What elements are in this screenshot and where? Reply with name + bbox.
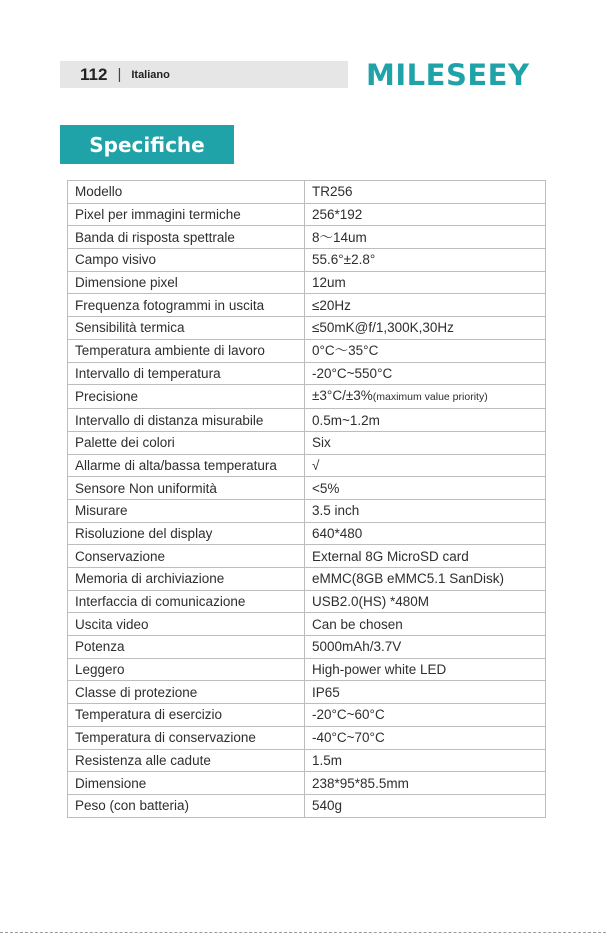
table-row — [68, 454, 546, 477]
spec-label: Risoluzione del display — [68, 522, 305, 545]
table-row — [68, 704, 546, 727]
spec-value-cell — [305, 772, 546, 795]
spec-value-cell — [305, 522, 546, 545]
spec-value-cell — [305, 409, 546, 432]
spec-label: Temperatura ambiente di lavoro — [68, 339, 305, 362]
spec-label: Conservazione — [68, 545, 305, 568]
spec-value-cell — [305, 249, 546, 272]
specs-table — [67, 180, 546, 818]
spec-value-cell — [305, 431, 546, 454]
spec-label: Potenza — [68, 636, 305, 659]
spec-label: Palette dei colori — [68, 431, 305, 454]
table-row — [68, 362, 546, 385]
spec-value: Six — [312, 435, 331, 451]
spec-value: IP65 — [312, 684, 340, 700]
spec-value: 0°C～35°C — [312, 343, 379, 359]
table-row — [68, 409, 546, 432]
spec-label: Interfaccia di comunicazione — [68, 590, 305, 613]
section-title: Specifiche — [60, 125, 234, 164]
spec-value: 256*192 — [312, 207, 363, 223]
table-row — [68, 794, 546, 817]
table-row — [68, 749, 546, 772]
spec-value: √ — [312, 457, 320, 473]
spec-label: Dimensione — [68, 772, 305, 795]
spec-value: 5000mAh/3.7V — [312, 639, 402, 655]
spec-label: Allarme di alta/bassa temperatura — [68, 454, 305, 477]
spec-value: 238*95*85.5mm — [312, 775, 409, 791]
page-header-bar — [60, 61, 348, 88]
table-row — [68, 681, 546, 704]
table-row — [68, 772, 546, 795]
spec-label: Uscita video — [68, 613, 305, 636]
table-row — [68, 545, 546, 568]
spec-value-cell — [305, 590, 546, 613]
spec-value-cell — [305, 181, 546, 204]
spec-label: Modello — [68, 181, 305, 204]
spec-value: ±3°C/±3% — [312, 388, 373, 404]
spec-value-cell — [305, 749, 546, 772]
spec-label: Pixel per immagini termiche — [68, 203, 305, 226]
spec-value-cell — [305, 499, 546, 522]
spec-label: Intervallo di temperatura — [68, 362, 305, 385]
spec-value: External 8G MicroSD card — [312, 548, 469, 564]
spec-label: Sensibilità termica — [68, 317, 305, 340]
table-row — [68, 226, 546, 249]
spec-value: 55.6°±2.8° — [312, 252, 376, 268]
spec-label: Peso (con batteria) — [68, 794, 305, 817]
spec-value: 3.5 inch — [312, 503, 360, 519]
spec-value: ≤20Hz — [312, 297, 351, 313]
spec-value-cell — [305, 613, 546, 636]
spec-value-cell — [305, 226, 546, 249]
spec-value: -20°C~550°C — [312, 365, 393, 381]
spec-label: Intervallo di distanza misurabile — [68, 409, 305, 432]
spec-label: Leggero — [68, 658, 305, 681]
table-row — [68, 613, 546, 636]
table-row — [68, 431, 546, 454]
table-row — [68, 339, 546, 362]
spec-label: Frequenza fotogrammi in uscita — [68, 294, 305, 317]
table-row — [68, 726, 546, 749]
brand-logo: MILESEEY — [366, 58, 530, 92]
table-row — [68, 568, 546, 591]
spec-value: 12um — [312, 275, 346, 291]
table-row — [68, 477, 546, 500]
table-row — [68, 181, 546, 204]
page-bottom-divider — [0, 932, 606, 933]
spec-value-cell — [305, 658, 546, 681]
spec-value-cell — [305, 794, 546, 817]
spec-value-cell — [305, 681, 546, 704]
table-row — [68, 294, 546, 317]
spec-value: 8～14um — [312, 229, 367, 245]
spec-value: 0.5m~1.2m — [312, 412, 380, 428]
spec-label: Sensore Non uniformità — [68, 477, 305, 500]
spec-value-cell — [305, 362, 546, 385]
spec-label: Banda di risposta spettrale — [68, 226, 305, 249]
spec-label: Temperatura di esercizio — [68, 704, 305, 727]
table-row — [68, 317, 546, 340]
spec-value: -20°C~60°C — [312, 707, 385, 723]
spec-label: Misurare — [68, 499, 305, 522]
spec-label: Dimensione pixel — [68, 271, 305, 294]
spec-label: Temperatura di conservazione — [68, 726, 305, 749]
spec-value: -40°C~70°C — [312, 730, 385, 746]
spec-value-cell — [305, 545, 546, 568]
page-number: 112 — [80, 64, 108, 84]
spec-value: eMMC(8GB eMMC5.1 SanDisk) — [312, 571, 505, 587]
spec-value: Can be chosen — [312, 616, 403, 632]
language-label: Italiano — [131, 68, 170, 81]
spec-value: TR256 — [312, 184, 353, 200]
spec-label: Classe di protezione — [68, 681, 305, 704]
spec-value-note: (maximum value priority) — [372, 391, 488, 404]
spec-label: Memoria di archiviazione — [68, 568, 305, 591]
spec-value: <5% — [312, 480, 340, 496]
spec-value: High-power white LED — [312, 662, 447, 678]
table-row — [68, 271, 546, 294]
spec-label: Resistenza alle cadute — [68, 749, 305, 772]
table-row — [68, 636, 546, 659]
spec-label: Campo visivo — [68, 249, 305, 272]
spec-value-cell — [305, 339, 546, 362]
table-row — [68, 590, 546, 613]
spec-value: 640*480 — [312, 525, 363, 541]
spec-label: Precisione — [68, 385, 305, 409]
table-row — [68, 499, 546, 522]
spec-value-cell — [305, 726, 546, 749]
spec-value-cell — [305, 317, 546, 340]
table-row — [68, 203, 546, 226]
spec-value-cell — [305, 385, 546, 409]
spec-value-cell — [305, 271, 546, 294]
table-row — [68, 385, 546, 409]
spec-value-cell — [305, 203, 546, 226]
spec-value-cell — [305, 704, 546, 727]
spec-value: 540g — [312, 798, 343, 814]
spec-value: ≤50mK@f/1,300K,30Hz — [312, 320, 454, 336]
table-row — [68, 658, 546, 681]
spec-value-cell — [305, 454, 546, 477]
spec-value-cell — [305, 636, 546, 659]
table-row — [68, 522, 546, 545]
spec-value-cell — [305, 294, 546, 317]
spec-value: USB2.0(HS) *480M — [312, 594, 430, 610]
table-row — [68, 249, 546, 272]
spec-value-cell — [305, 568, 546, 591]
spec-value: 1.5m — [312, 752, 343, 768]
header-separator: | — [117, 66, 122, 83]
spec-value-cell — [305, 477, 546, 500]
